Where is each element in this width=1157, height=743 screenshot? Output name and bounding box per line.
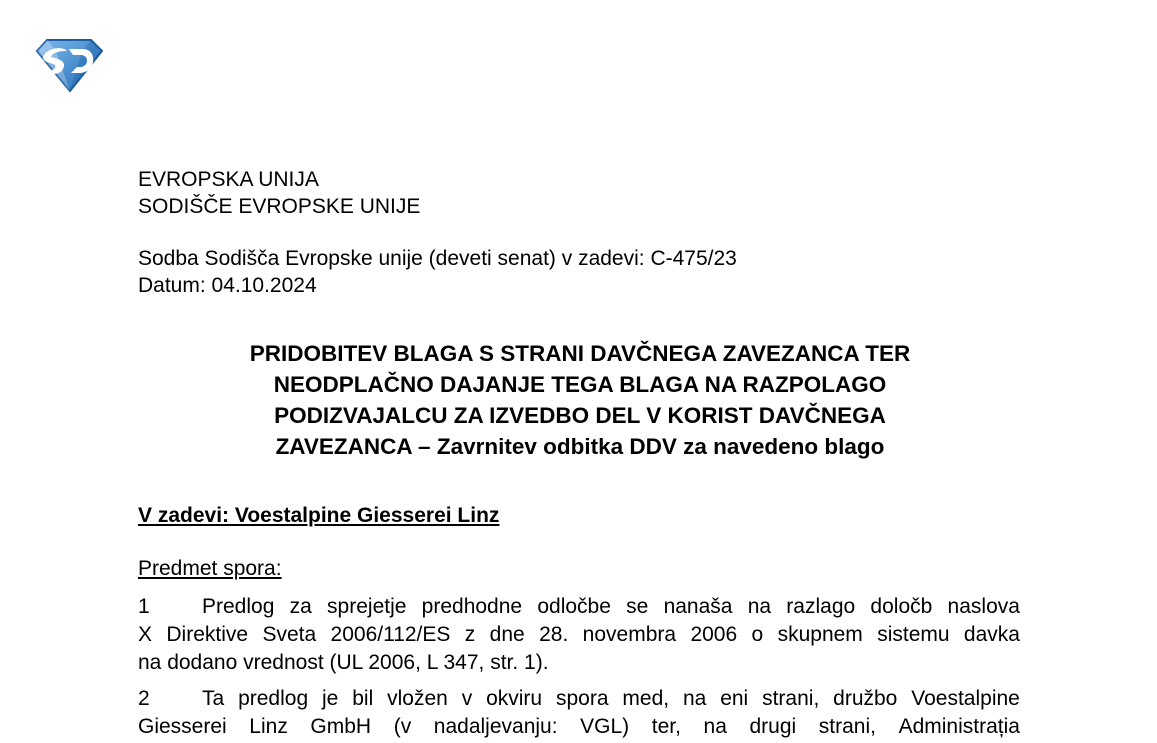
paragraph-word: o [751, 623, 764, 646]
paragraph-word: predhodne [421, 595, 523, 618]
title-line: PRIDOBITEV BLAGA S STRANI DAVČNEGA ZAVEZANCA TER [249, 341, 911, 366]
paragraph-word: nanaša [663, 595, 733, 618]
paragraph-word: Administrația [898, 715, 1020, 738]
paragraph-number: 2 [138, 687, 150, 710]
paragraph-word: X [138, 623, 153, 646]
paragraph-word: odločbe [537, 595, 611, 618]
dispute-heading: Predmet spora: [138, 557, 282, 580]
paragraph-word: skupnem [777, 623, 863, 646]
paragraph-word: drugi [749, 715, 797, 738]
paragraph-word: Direktive [166, 623, 249, 646]
title-line: ZAVEZANCA – Zavrnitev odbitka DDV za navedeno blago [275, 434, 885, 459]
paragraph-word: 2006 [690, 623, 738, 646]
paragraph-word: Giesserei [138, 715, 227, 738]
paragraph-word: naslova [947, 595, 1020, 618]
case-reference: Sodba Sodišča Evropske unije (deveti senat) v zadevi: C-475/23 [138, 247, 737, 270]
paragraph-word: GmbH [310, 715, 372, 738]
title-line: PODIZVAJALCU ZA IZVEDBO DEL V KORIST DAVČNEGA [274, 403, 886, 428]
paragraph-word: ter, [651, 715, 681, 738]
paragraph-word: davka [963, 623, 1020, 646]
paragraph-word: (v [393, 715, 412, 738]
paragraph-line [138, 713, 1020, 741]
paragraph-word: strani, [762, 687, 820, 710]
paragraph-word: okviru [486, 687, 543, 710]
paragraph-word: 28. [539, 623, 569, 646]
paragraph-word: Voestalpine [911, 687, 1020, 710]
paragraph-word: dne [489, 623, 525, 646]
paragraph-word: na [682, 687, 707, 710]
paragraph-word: bil [352, 687, 374, 710]
case-subject: V zadevi: Voestalpine Giesserei Linz [138, 504, 500, 527]
diamond-logo-icon [33, 37, 105, 93]
paragraph-word: Ta [202, 687, 225, 710]
paragraph-word: se [626, 595, 649, 618]
paragraph-word: novembra [582, 623, 677, 646]
title-line: NEODPLAČNO DAJANJE TEGA BLAGA NA RAZPOLAGO [273, 372, 887, 397]
paragraph-line [138, 685, 1020, 713]
paragraph-word: sprejetje [327, 595, 407, 618]
paragraph-word: na [703, 715, 727, 738]
paragraph-number: 1 [138, 595, 150, 618]
paragraph-word: 2006/112/ES [330, 623, 451, 646]
paragraph-word: družbo [833, 687, 898, 710]
paragraph-word: z [464, 623, 476, 646]
paragraph-word: vložen [387, 687, 448, 710]
document-title [140, 338, 1020, 462]
paragraph-word: je [322, 687, 339, 710]
paragraph-word: Predlog [202, 595, 275, 618]
paragraph [138, 593, 1020, 677]
paragraph-word: v [461, 687, 473, 710]
paragraph-word: nadaljevanju: [433, 715, 558, 738]
paragraph-word: eni [720, 687, 749, 710]
institution-name: EVROPSKA UNIJA [138, 168, 319, 191]
judgment-date: Datum: 04.10.2024 [138, 274, 317, 297]
paragraph-word: razlago [786, 595, 856, 618]
paragraph-word: na [747, 595, 772, 618]
paragraph-word: Linz [249, 715, 288, 738]
paragraph-word: za [289, 595, 312, 618]
paragraph-word: med, [622, 687, 670, 710]
paragraph-word: sistemu [877, 623, 950, 646]
paragraph-word: strani, [818, 715, 876, 738]
paragraph [138, 685, 1020, 741]
paragraph-word: predlog [238, 687, 309, 710]
paragraph-line [138, 649, 1020, 677]
paragraph-word: VGL) [580, 715, 630, 738]
paragraph-word: Sveta [262, 623, 317, 646]
paragraph-line [138, 593, 1020, 621]
paragraph-text: na dodano vrednost (UL 2006, L 347, str. 1). [138, 651, 549, 674]
paragraph-word: določb [870, 595, 933, 618]
paragraph-line [138, 621, 1020, 649]
paragraph-word: spora [555, 687, 609, 710]
court-name: SODIŠČE EVROPSKE UNIJE [138, 195, 421, 218]
